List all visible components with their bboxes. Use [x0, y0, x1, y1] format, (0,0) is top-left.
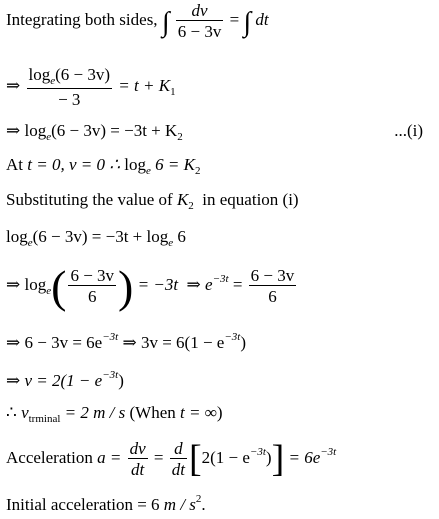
- bracket-left: [: [188, 438, 202, 480]
- exponent: −3t: [102, 331, 119, 343]
- fraction-ddt: [170, 440, 187, 478]
- exponent: 2: [195, 493, 202, 505]
- numerator: 6 − 3v: [70, 266, 115, 286]
- step-text: Integrating both sides,: [6, 9, 158, 29]
- velocity: v: [21, 403, 29, 422]
- equals: =: [153, 448, 164, 467]
- exponent: −3t: [102, 369, 119, 381]
- integration-line: [6, 2, 269, 40]
- log: log: [124, 155, 147, 174]
- paren-left: (: [51, 261, 67, 312]
- fraction-dvdt: [128, 440, 148, 478]
- implies-arrow: ⇒: [6, 371, 21, 390]
- log-ratio-line: [6, 261, 298, 312]
- initial-condition-line: [6, 156, 200, 177]
- fraction-ratio-2: [249, 267, 297, 305]
- integral-sign: ∫: [161, 6, 170, 38]
- exponent: −3t: [320, 446, 337, 458]
- expression: 6 = K: [155, 155, 195, 174]
- expression: = 6e: [288, 448, 321, 467]
- equals: =: [232, 275, 243, 294]
- equation-number: ...(i): [394, 121, 423, 140]
- step-text: Initial acceleration = 6: [6, 495, 160, 514]
- step-text: in equation (i): [202, 190, 299, 209]
- log: log: [6, 227, 28, 246]
- terminal-velocity-line: [6, 404, 223, 425]
- numerator: d: [170, 440, 187, 459]
- subscript: e: [146, 165, 151, 177]
- denominator: dt: [171, 460, 185, 480]
- step-text: At: [6, 155, 23, 174]
- fraction-ratio: [68, 267, 116, 305]
- integral-sign: ∫: [243, 6, 252, 38]
- numerator: dv: [176, 2, 224, 21]
- unit: m / s: [163, 495, 196, 514]
- implies-arrow: ⇒: [6, 333, 21, 352]
- numerator: $\log_e(6 - 3v)$: [28, 65, 111, 87]
- period: .: [201, 495, 206, 514]
- subscript: e: [27, 237, 33, 249]
- rhs: = t + K: [118, 75, 171, 95]
- step-text: (When: [129, 403, 176, 422]
- subscript: e: [46, 131, 52, 143]
- implies-arrow: ⇒: [6, 75, 21, 95]
- implies-arrow: ⇒: [6, 275, 21, 294]
- paren-close: ): [265, 448, 272, 467]
- denominator: 6 − 3v: [177, 22, 222, 41]
- expression: 2(1 − e: [201, 448, 250, 467]
- expression: (6 − 3v) = −3t + log: [32, 227, 169, 246]
- exponent: −3t: [212, 273, 229, 285]
- subscript: e: [168, 237, 174, 249]
- substitution-line: [6, 191, 299, 212]
- paren-close: ): [118, 371, 124, 390]
- log-fraction-line: [6, 66, 176, 108]
- expression: v = 2(1 − e: [24, 371, 103, 390]
- subscript: trminal: [28, 413, 61, 425]
- subscript: 2: [188, 200, 194, 212]
- fraction-dv: [176, 2, 224, 40]
- subscript: 2: [177, 131, 183, 143]
- implies-arrow: ⇒: [186, 275, 201, 294]
- exponent: −3t: [224, 331, 241, 343]
- subscript: 1: [170, 85, 176, 98]
- paren-close: ): [240, 333, 247, 352]
- condition: t = 0, v = 0 ∴: [27, 155, 121, 174]
- expression: 6: [177, 227, 186, 246]
- initial-acceleration-line: [6, 494, 206, 513]
- expression: a =: [97, 448, 122, 467]
- exponential-line: [6, 332, 246, 351]
- expression: 6 − 3v = 6e: [24, 333, 103, 352]
- constant: K: [176, 190, 189, 209]
- denominator: 6: [88, 287, 97, 307]
- equation-i-line: [6, 122, 433, 143]
- paren-close: ): [216, 403, 223, 422]
- implies-arrow: ⇒: [122, 333, 137, 352]
- numerator: 6 − 3v: [250, 266, 295, 286]
- expression: 3v = 6(1 − e: [140, 333, 225, 352]
- equals: =: [229, 9, 240, 29]
- exponent: −3t: [249, 446, 266, 458]
- denominator: 6: [268, 287, 277, 307]
- velocity-line: [6, 370, 124, 389]
- therefore-sign: ∴: [6, 403, 17, 422]
- paren-right: ): [118, 261, 134, 312]
- condition: t = ∞: [180, 403, 217, 422]
- expression: = 2 m / s: [64, 403, 126, 422]
- step-text: Acceleration: [6, 448, 93, 467]
- subscript: e: [46, 285, 52, 297]
- fraction-log: [27, 66, 113, 108]
- log: log: [24, 121, 47, 140]
- denominator: − 3: [58, 90, 81, 109]
- log: log: [24, 275, 47, 294]
- expression: (6 − 3v) = −3t + K: [51, 121, 178, 140]
- implies-arrow: ⇒: [6, 121, 21, 140]
- exp-base: e: [205, 275, 213, 294]
- acceleration-line: [6, 440, 336, 478]
- step-text: Substituting the value of: [6, 190, 173, 209]
- rhs: = −3t: [137, 275, 179, 294]
- subscript: 2: [194, 165, 201, 177]
- denominator: dt: [130, 460, 145, 480]
- substituted-equation-line: [6, 228, 186, 249]
- bracket-right: ]: [271, 438, 285, 480]
- numerator: dv: [129, 439, 146, 459]
- rhs: dt: [255, 9, 269, 29]
